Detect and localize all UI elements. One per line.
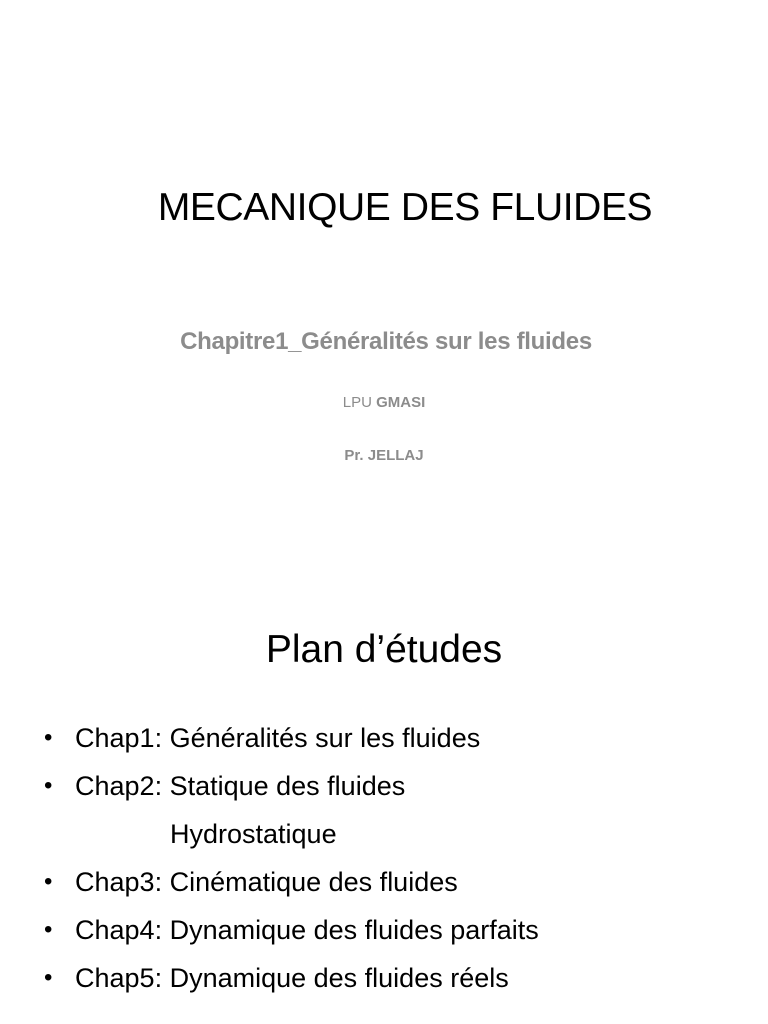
bullet-icon: • [44, 724, 53, 751]
plan-slide [0, 512, 768, 1024]
chapter-label: Chap3: Cinématique des fluides [75, 867, 458, 897]
list-item [44, 906, 539, 954]
bullet-icon: • [44, 916, 53, 943]
chapter-label: Chap5: Dynamique des fluides réels [75, 963, 509, 993]
bullet-icon: • [44, 772, 53, 799]
chapter-label: Chap1: Généralités sur les fluides [75, 723, 481, 753]
list-item [44, 714, 539, 762]
list-item-continuation [44, 810, 539, 858]
chapter-sublabel: Hydrostatique [170, 819, 337, 849]
chapter-subtitle: Chapitre1_Généralités sur les fluides [180, 328, 592, 355]
bullet-icon: • [44, 868, 53, 895]
plan-title: Plan d’études [265, 628, 503, 671]
chapter-list [44, 714, 539, 1002]
course-label [0, 393, 768, 413]
professor-name: Pr. JELLAJ [344, 447, 424, 464]
list-item [44, 858, 539, 906]
list-item [44, 954, 539, 1002]
presentation-title: MECANIQUE DES FLUIDES [157, 186, 653, 229]
list-item [44, 762, 539, 810]
course-prefix: LPU [342, 394, 377, 411]
course-name: GMASI [376, 394, 426, 411]
chapter-label: Chap2: Statique des fluides [75, 771, 406, 801]
chapter-label: Chap4: Dynamique des fluides parfaits [75, 915, 539, 945]
bullet-icon: • [44, 964, 53, 991]
